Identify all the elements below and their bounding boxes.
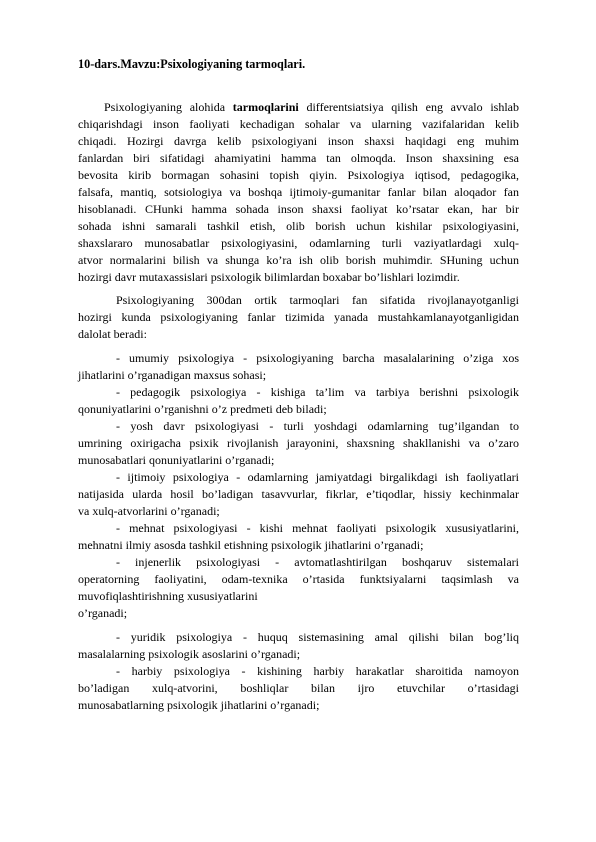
list-item: - mehnat psixologiyasi - kishi mehnat faoliyati psixologik xususiyatlarini, [116,521,519,535]
text-line: qonuniyatlarini o’rganishni o’z predmeti deb biladi; [78,402,327,416]
text-line: fanlardan biri sifatidagi ahamiyatini hamma tan olmoqda. Inson shaxsining esa [78,151,519,165]
text-line: hisoblanadi. CHunki hamma sohada inson shaxsi faoliyat ko’rsatar ekan, har bir [78,202,519,216]
text-line: hozirgi kunda psixologiyaning fanlar tizimida yanada mustahkamlanayotganligidan [78,310,519,324]
text-line: umrining oxirigacha psixik rivojlanish jarayonini, shaxsning shakllanishi va o’zaro [78,436,519,450]
text-line: va xulq-atvorlarini o’rganadi; [78,504,220,518]
lesson-title: 10-dars.Mavzu:Psixologiyaning tarmoqlari. [78,57,306,71]
text-line: bo’ladigan xulq-atvorini, boshliqlar bilan ijro etuvchilar o’rtasidagi [78,681,519,695]
text-line: hozirgi davr mutaxassislari psixologik bilimlardan boxabar bo’lishlari lozimdir. [78,270,460,284]
text-line: chiqarishdagi inson faoliyati kechadigan sohalar va ularning vazifalaridan kelib [78,117,519,131]
list-item: - ijtimoiy psixologiya - odamlarning jamiyatdagi birgalikdagi ish faoliyatlari [116,470,519,484]
list-item: - yuridik psixologiya - huquq sistemasining amal qilishi bilan bog’liq [116,630,519,644]
list-item: - harbiy psixologiya - kishining harbiy harakatlar sharoitida namoyon [116,664,519,678]
text-line: Psixologiyaning alohida tarmoqlarini differentsiatsiya qilish eng avvalo ishlab [104,100,520,114]
text-line: dalolat beradi: [78,327,147,341]
list-item: - pedagogik psixologiya - kishiga ta’lim va tarbiya berishni psixologik [116,385,519,399]
text-line: chiqadi. Hozirgi davrga kelib psixologiyani inson shaxsi haqidagi eng muhim [78,134,519,148]
text-line: munosabatlarning psixologik jihatlarini o’rganadi; [78,698,320,712]
text-line: sohada ishni samarali tashkil etish, olib borish uchun kishilar psixologiyasini, [78,219,519,233]
list-item: - yosh davr psixologiyasi - turli yoshdagi odamlarning tug’ilgandan to [116,419,519,433]
text-line: masalalarning psixologik asoslarini o’rganadi; [78,647,301,661]
text-line: shaxslararo munosabatlar psixologiyasini, odamlarning turli vaziyatlardagi xulq- [78,236,519,250]
list-item: - injenerlik psixologiyasi - avtomatlashtirilgan boshqaruv sistemalari [116,555,519,569]
list-item: - umumiy psixologiya - psixologiyaning barcha masalalarining o’ziga xos [116,351,519,365]
bold-term: tarmoqlarini [232,100,299,114]
text-line: bevosita kirib bormagan sohasini topish qiyin. Psixologiya iqtisod, pedagogika, [78,168,519,182]
text-line: natijasida ularda hosil bo’ladigan tasavvurlar, fikrlar, e’tiqodlar, hissiy kechinmalar [78,487,519,501]
text-line: atvor normalarini bilish va shunga ko’ra ish olib borish muhimdir. SHuning uchun [78,253,519,267]
text-line: operatorning faoliyatini, odam-texnika o’rtasida funktsiyalarni taqsimlash va [78,572,519,586]
text-line: Psixologiyaning 300dan ortik tarmoqlari fan sifatida rivojlanayotganligi [116,293,519,307]
text-line: muvofiqlashtirishning xususiyatlarini [78,589,258,603]
text-line: jihatlarini o’rganadigan maxsus sohasi; [78,368,267,382]
text-line: falsafa, mantiq, sotsiologiya va boshqa ijtimoiy-gumanitar fanlar bilan aloqador fan [78,185,519,199]
text-line: mehnatni ilmiy asosda tashkil etishning psixologik jihatlarini o’rganadi; [78,538,424,552]
text-line: o’rganadi; [78,606,128,620]
text-line: munosabatlari qonuniyatlarini o’rganadi; [78,453,275,467]
